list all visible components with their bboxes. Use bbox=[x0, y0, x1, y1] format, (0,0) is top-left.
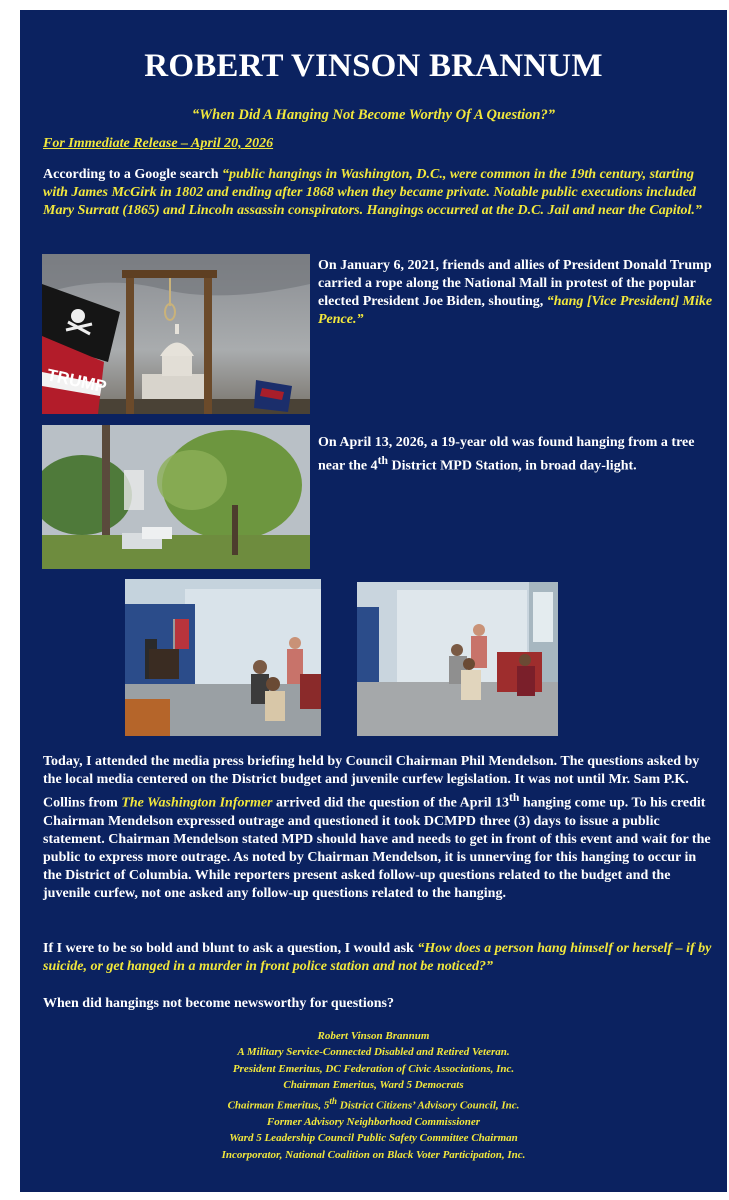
paragraph-closing: When did hangings not become newsworthy for questions? bbox=[43, 996, 394, 1011]
briefing-text-b: arrived did the question of the April 13 bbox=[272, 795, 509, 811]
jan6-text: On January 6, 2021, friends and allies of President Donald Trump carried a rope along the National Mall in protest of the popular elected President Joe Biden, shouting, bbox=[318, 258, 712, 309]
page-subtitle: “When Did A Hanging Not Become Worthy Of A Question?” bbox=[192, 107, 555, 123]
signature-name: Robert Vinson Brannum bbox=[317, 1030, 430, 1042]
signature-line-ward5: Chairman Emeritus, Ward 5 Democrats bbox=[283, 1078, 464, 1091]
signature-line-anc: Former Advisory Neighborhood Commissioner bbox=[266, 1116, 481, 1129]
april13-text-b: District MPD Station, in broad day-light. bbox=[388, 458, 637, 474]
paragraph-google-search bbox=[43, 166, 713, 220]
jan6-quote: “hang [Vice President] Mike Pence.” bbox=[318, 294, 713, 327]
briefing-text-c: hanging come up. To his credit Chairman Mendelson expressed outrage and questioned it took DCMPD three (3) days to issue a public statement. Chairman Mendelson stated MPD should have and needs to get in front of this event and wait for the public to express more outrage. As noted by Chairman Mendelson, it is unnerving for this hanging to occur in the District of Columbia. While reporters present asked follow-up questions related to the budget and the juvenile curfew, not one asked any follow-up questions related to the hanging. bbox=[43, 795, 711, 901]
question-quote: “How does a person hang himself or herself – if by suicide, or get hanged in a murder in front police station and not be noticed?” bbox=[43, 941, 712, 974]
superscript-th: th bbox=[377, 454, 388, 467]
paragraph-jan6 bbox=[318, 257, 713, 329]
signature-line-federation: President Emeritus, DC Federation of Civic Associations, Inc. bbox=[232, 1062, 515, 1075]
briefing-text-a: Today, I attended the media press briefing held by Council Chairman Phil Mendelson. The questions asked by the local media centered on the District budget and juvenile curfew legislation. It was not until Mr. Sam P.K. Collins from bbox=[43, 754, 700, 811]
google-quote: “public hangings in Washington, D.C., were common in the 19th century, starting with James McGirk in 1802 and ending after 1868 when they became private. Notable public executions included Mary Surratt (1865) and Lincoln assassin conspirators. Hangings occurred at the D.C. Jail and near the Capitol.” bbox=[43, 167, 702, 218]
photo-briefing-room-left bbox=[125, 579, 321, 736]
signature-line-coalition: Incorporator, National Coalition on Black Voter Participation, Inc. bbox=[221, 1148, 526, 1161]
paragraph-question bbox=[43, 940, 713, 976]
april13-text-a: On April 13, 2026, a 19-year old was found hanging from a tree near the 4 bbox=[318, 435, 695, 474]
page-title: ROBERT VINSON BRANNUM bbox=[144, 48, 603, 84]
signature-line-district-council bbox=[20, 1093, 727, 1114]
press-release-page bbox=[20, 10, 727, 1192]
signature-l5-a: Chairman Emeritus, 5 bbox=[227, 1099, 330, 1112]
photo-gallows-capitol bbox=[42, 254, 310, 414]
paragraph-lead: According to a Google search bbox=[43, 167, 222, 182]
trump-flag-text: TRUMP bbox=[45, 365, 109, 397]
signature-line-veteran: A Military Service-Connected Disabled and Retired Veteran. bbox=[237, 1046, 510, 1059]
publication-name: The Washington Informer bbox=[121, 795, 273, 811]
signature-block bbox=[20, 1028, 727, 1163]
question-lead: If I were to be so bold and blunt to ask a question, I would ask bbox=[43, 941, 418, 956]
signature-l5-sup: th bbox=[329, 1096, 337, 1107]
photo-tree-scene bbox=[42, 425, 310, 569]
signature-line-public-safety: Ward 5 Leadership Council Public Safety Committee Chairman bbox=[229, 1132, 518, 1145]
superscript-th: th bbox=[508, 791, 520, 804]
release-date: For Immediate Release – April 20, 2026 bbox=[43, 136, 274, 151]
photo-briefing-room-right bbox=[357, 582, 558, 736]
paragraph-briefing bbox=[43, 753, 713, 903]
signature-l5-b: District Citizens’ Advisory Council, Inc. bbox=[337, 1099, 520, 1112]
paragraph-april13 bbox=[318, 434, 713, 476]
